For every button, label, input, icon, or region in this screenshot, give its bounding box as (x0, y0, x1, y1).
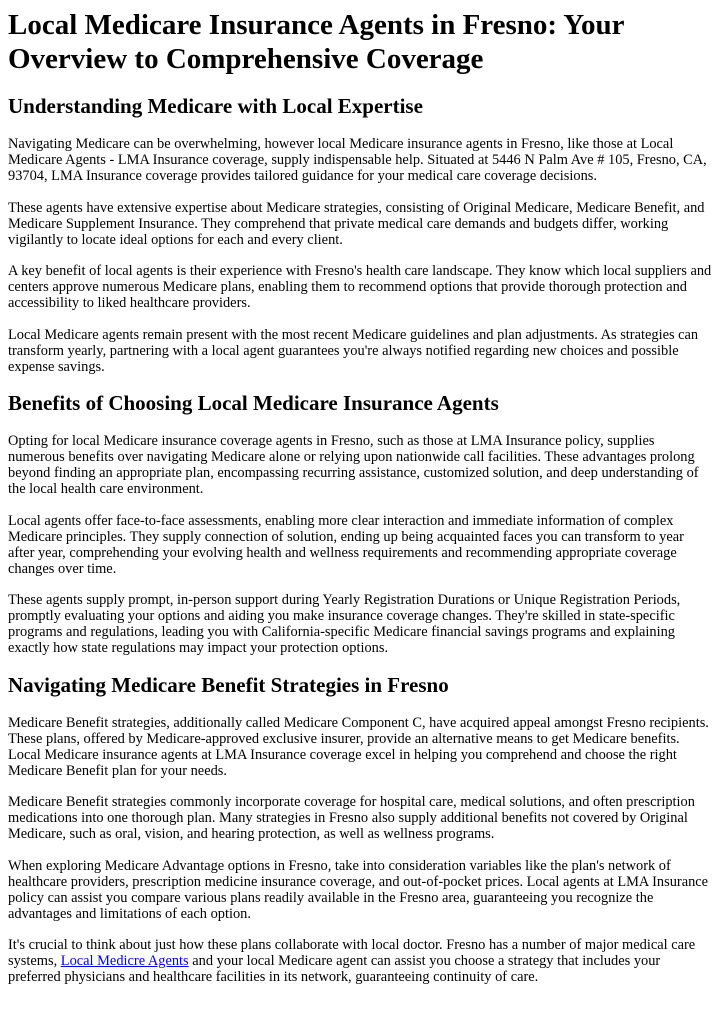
paragraph: Local Medicare agents remain present with the most recent Medicare guidelines and plan adjustments. As strategies can transform yearly, partnering with a local agent guarantees you're always notified regarding new choices and possible expense savings. (8, 326, 699, 375)
section-heading-benefits: Benefits of Choosing Local Medicare Insurance Agents (8, 391, 499, 415)
paragraph: Local agents offer face-to-face assessments, enabling more clear interaction and immediate information of complex Medicare principles. They supply connection of solution, ending up being acquainted faces you can transform to year after year, comprehending your evolving health and wellness requirements and recommending appropriate coverage changes over time. (8, 512, 684, 577)
paragraph-text-before: It's crucial to think about just how these plans collaborate with local doctor. Fresno has a number of major medical care systems, (8, 937, 696, 969)
article (0, 8, 720, 985)
section-heading-navigating: Navigating Medicare Benefit Strategies in Fresno (8, 672, 449, 697)
paragraph: Medicare Benefit strategies commonly incorporate coverage for hospital care, medical solutions, and often prescription medications into one thorough plan. Many strategies in Fresno also supply additional benefits not covered by Original Medicare, such as oral, vision, and hearing protection, as well as wellness programs. (8, 794, 695, 842)
paragraph-with-link (8, 937, 712, 985)
paragraph: A key benefit of local agents is their experience with Fresno's health care landscape. They know which local suppliers and centers approve numerous Medicare plans, enabling them to recommend options that provide thorough protection and accessibility to liked healthcare providers. (8, 263, 712, 311)
paragraph: Navigating Medicare can be overwhelming, however local Medicare insurance agents in Fresno, like those at Local Medicare Agents - LMA Insurance coverage, supply indispensable help. Situated at 5446 N Palm Ave # 105, Fresno, CA, 93704, LMA Insurance coverage provides tailored guidance for your medical care coverage decisions. (8, 136, 707, 184)
paragraph: Opting for local Medicare insurance coverage agents in Fresno, such as those at LMA Insurance policy, supplies numerous benefits over navigating Medicare alone or relying upon nationwide call facilities. These advantages prolong beyond finding an appropriate plan, encompassing recurring assistance, customized solution, and deep understanding of the local health care environment. (8, 433, 699, 497)
paragraph: These agents supply prompt, in-person support during Yearly Registration Durations or Unique Registration Periods, promptly evaluating your options and aiding you make insurance coverage changes. They're skilled in state-specific programs and regulations, leading you with California-specific Medicare financial savings programs and explaining exactly how state regulations may impact your protection options. (8, 592, 681, 656)
paragraph: Medicare Benefit strategies, additionally called Medicare Component C, have acquired appeal amongst Fresno recipients. These plans, offered by Medicare-approved exclusive insurer, provide an alternative means to get Medicare benefits. Local Medicare insurance agents at LMA Insurance coverage excel in helping you comprehend and choose the right Medicare Benefit plan for your needs. (8, 714, 709, 779)
local-medicre-agents-link[interactable]: Local Medicre Agents (60, 953, 189, 969)
paragraph: These agents have extensive expertise about Medicare strategies, consisting of Original Medicare, Medicare Benefit, and Medicare Supplement Insurance. They comprehend that private medical care demands and budgets differ, working vigilantly to locate ideal options for each and every client. (8, 199, 705, 248)
paragraph-text-after: and your local Medicare agent can assist you choose a strategy that includes your preferred physicians and healthcare facilities in its network, guaranteeing continuity of care. (8, 953, 661, 985)
section-heading-understanding: Understanding Medicare with Local Expertise (8, 94, 423, 118)
page-title: Local Medicare Insurance Agents in Fresno: Your Overview to Comprehensive Coverage (8, 9, 624, 75)
paragraph: When exploring Medicare Advantage options in Fresno, take into consideration variables like the plan's network of healthcare providers, prescription medicine insurance coverage, and out-of-pocket prices. Local agents at LMA Insurance policy can assist you compare various plans readily available in the Fresno area, guaranteeing you recognize the advantages and limitations of each option. (8, 857, 709, 922)
